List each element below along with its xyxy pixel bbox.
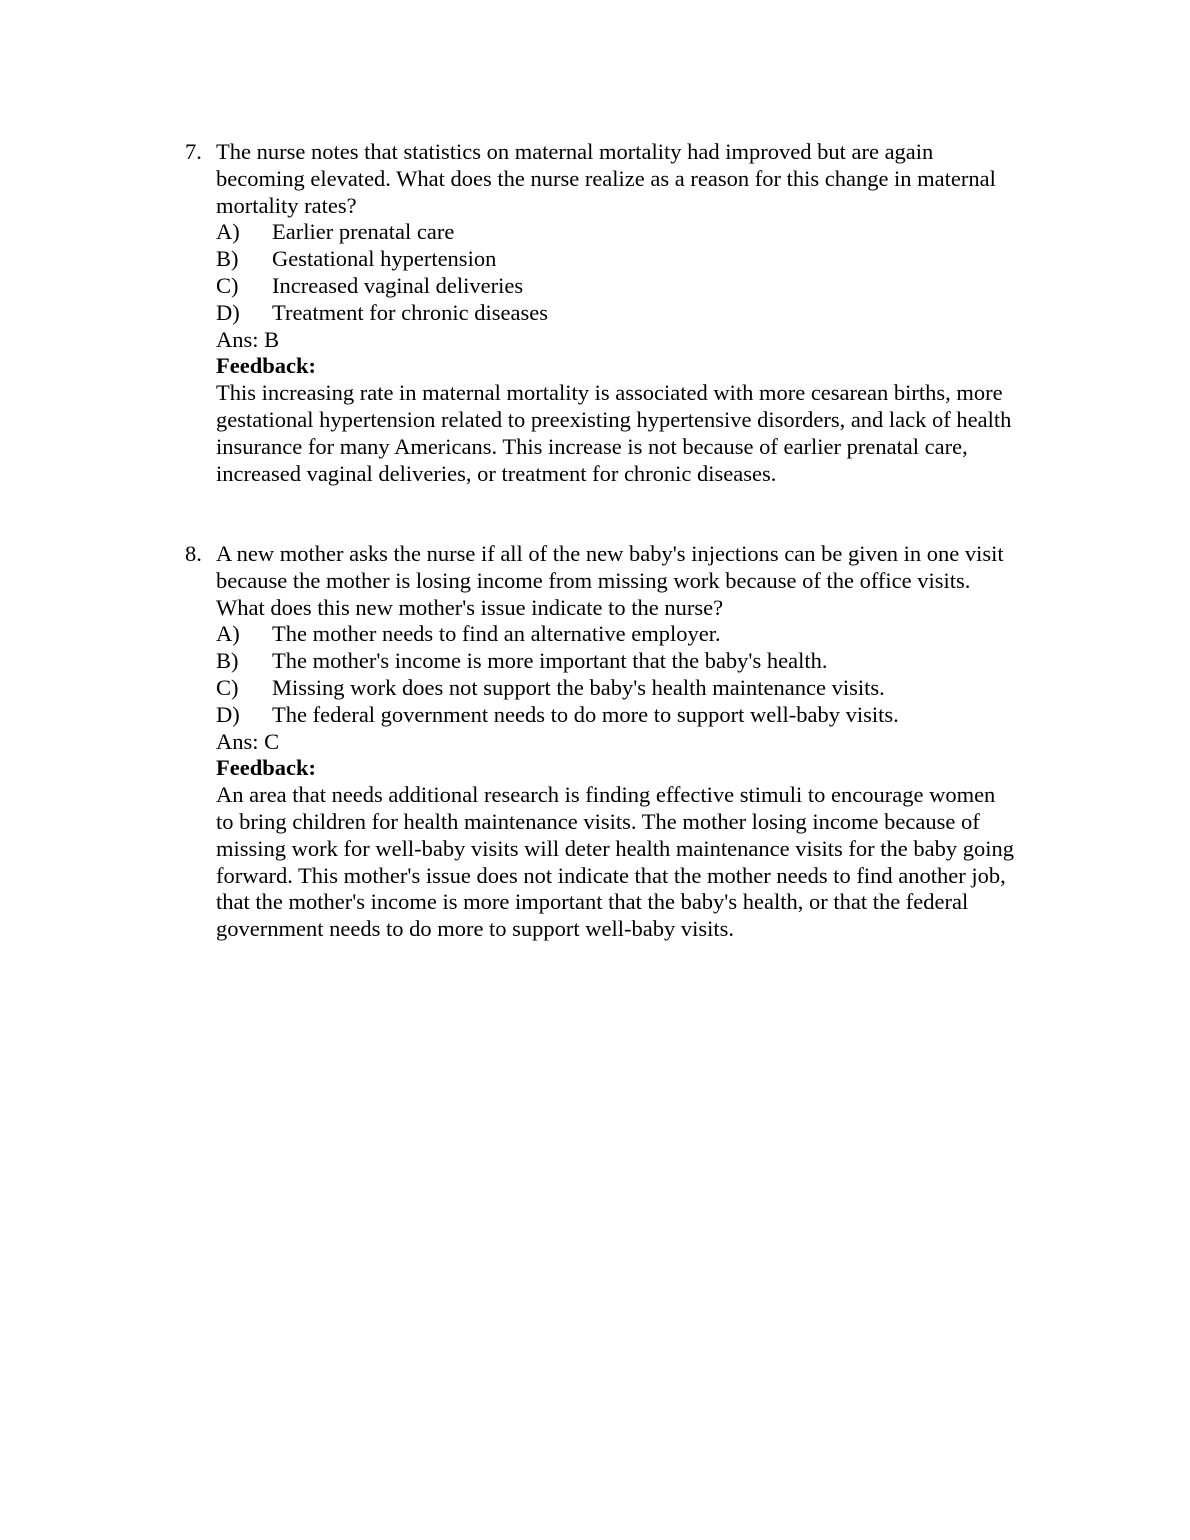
feedback-line: This increasing rate in maternal mortality is associated with more cesarean births, more: [216, 380, 1003, 406]
answer-options: [216, 219, 1065, 326]
option-text: The mother's income is more important that the baby's health.: [272, 648, 828, 674]
option-text: Missing work does not support the baby's health maintenance visits.: [272, 674, 885, 700]
feedback-line: forward. This mother's issue does not indicate that the mother needs to find another job,: [216, 862, 1006, 888]
feedback-line: An area that needs additional research is finding effective stimuli to encourage women: [216, 782, 996, 808]
feedback-text: [216, 782, 1065, 943]
option-text: Gestational hypertension: [272, 246, 497, 272]
option-d: [216, 300, 1065, 327]
question-stem: [216, 541, 1065, 621]
feedback-line: insurance for many Americans. This increase is not because of earlier prenatal care,: [216, 433, 968, 459]
option-b: [216, 648, 1065, 675]
option-text: Treatment for chronic diseases: [272, 299, 548, 325]
question-body: [216, 541, 1065, 943]
option-letter: D): [216, 701, 240, 727]
option-letter: A): [216, 219, 240, 245]
question-8: [185, 541, 1065, 943]
question-stem: [216, 139, 1065, 219]
question-number: 7.: [185, 139, 202, 164]
stem-line: What does this new mother's issue indicate to the nurse?: [216, 594, 724, 620]
feedback-line: gestational hypertension related to preexisting hypertensive disorders, and lack of health: [216, 406, 1012, 432]
feedback-heading: Feedback:: [216, 755, 316, 781]
feedback-line: to bring children for health maintenance visits. The mother losing income because of: [216, 808, 980, 834]
option-c: [216, 273, 1065, 300]
option-b: [216, 246, 1065, 273]
option-d: [216, 702, 1065, 729]
question-body: [216, 139, 1065, 487]
option-letter: B): [216, 648, 239, 674]
stem-line: The nurse notes that statistics on maternal mortality had improved but are again: [216, 139, 934, 164]
feedback-line: that the mother's income is more important that the baby's health, or that the federal: [216, 889, 969, 915]
stem-line: becoming elevated. What does the nurse realize as a reason for this change in maternal: [216, 165, 996, 191]
option-a: [216, 219, 1065, 246]
feedback-line: increased vaginal deliveries, or treatment for chronic diseases.: [216, 460, 777, 486]
stem-line: mortality rates?: [216, 192, 357, 218]
answer-options: [216, 621, 1065, 728]
feedback-line: missing work for well-baby visits will deter health maintenance visits for the baby going: [216, 835, 1014, 861]
option-letter: C): [216, 674, 239, 700]
stem-line: A new mother asks the nurse if all of the new baby's injections can be given in one visit: [216, 541, 1004, 566]
question-7: [185, 139, 1065, 487]
option-a: [216, 621, 1065, 648]
question-number: 8.: [185, 541, 202, 566]
answer-key: Ans: C: [216, 728, 280, 754]
option-text: The mother needs to find an alternative employer.: [272, 621, 721, 647]
option-letter: B): [216, 246, 239, 272]
option-text: Increased vaginal deliveries: [272, 272, 524, 298]
feedback-line: government needs to do more to support well-baby visits.: [216, 916, 735, 942]
feedback-heading: Feedback:: [216, 353, 316, 379]
option-letter: A): [216, 621, 240, 647]
answer-key: Ans: B: [216, 326, 280, 352]
option-text: The federal government needs to do more to support well-baby visits.: [272, 701, 899, 727]
option-c: [216, 675, 1065, 702]
stem-line: because the mother is losing income from missing work because of the office visits.: [216, 567, 971, 593]
option-letter: C): [216, 272, 239, 298]
option-text: Earlier prenatal care: [272, 219, 455, 245]
option-letter: D): [216, 299, 240, 325]
feedback-text: [216, 380, 1065, 487]
